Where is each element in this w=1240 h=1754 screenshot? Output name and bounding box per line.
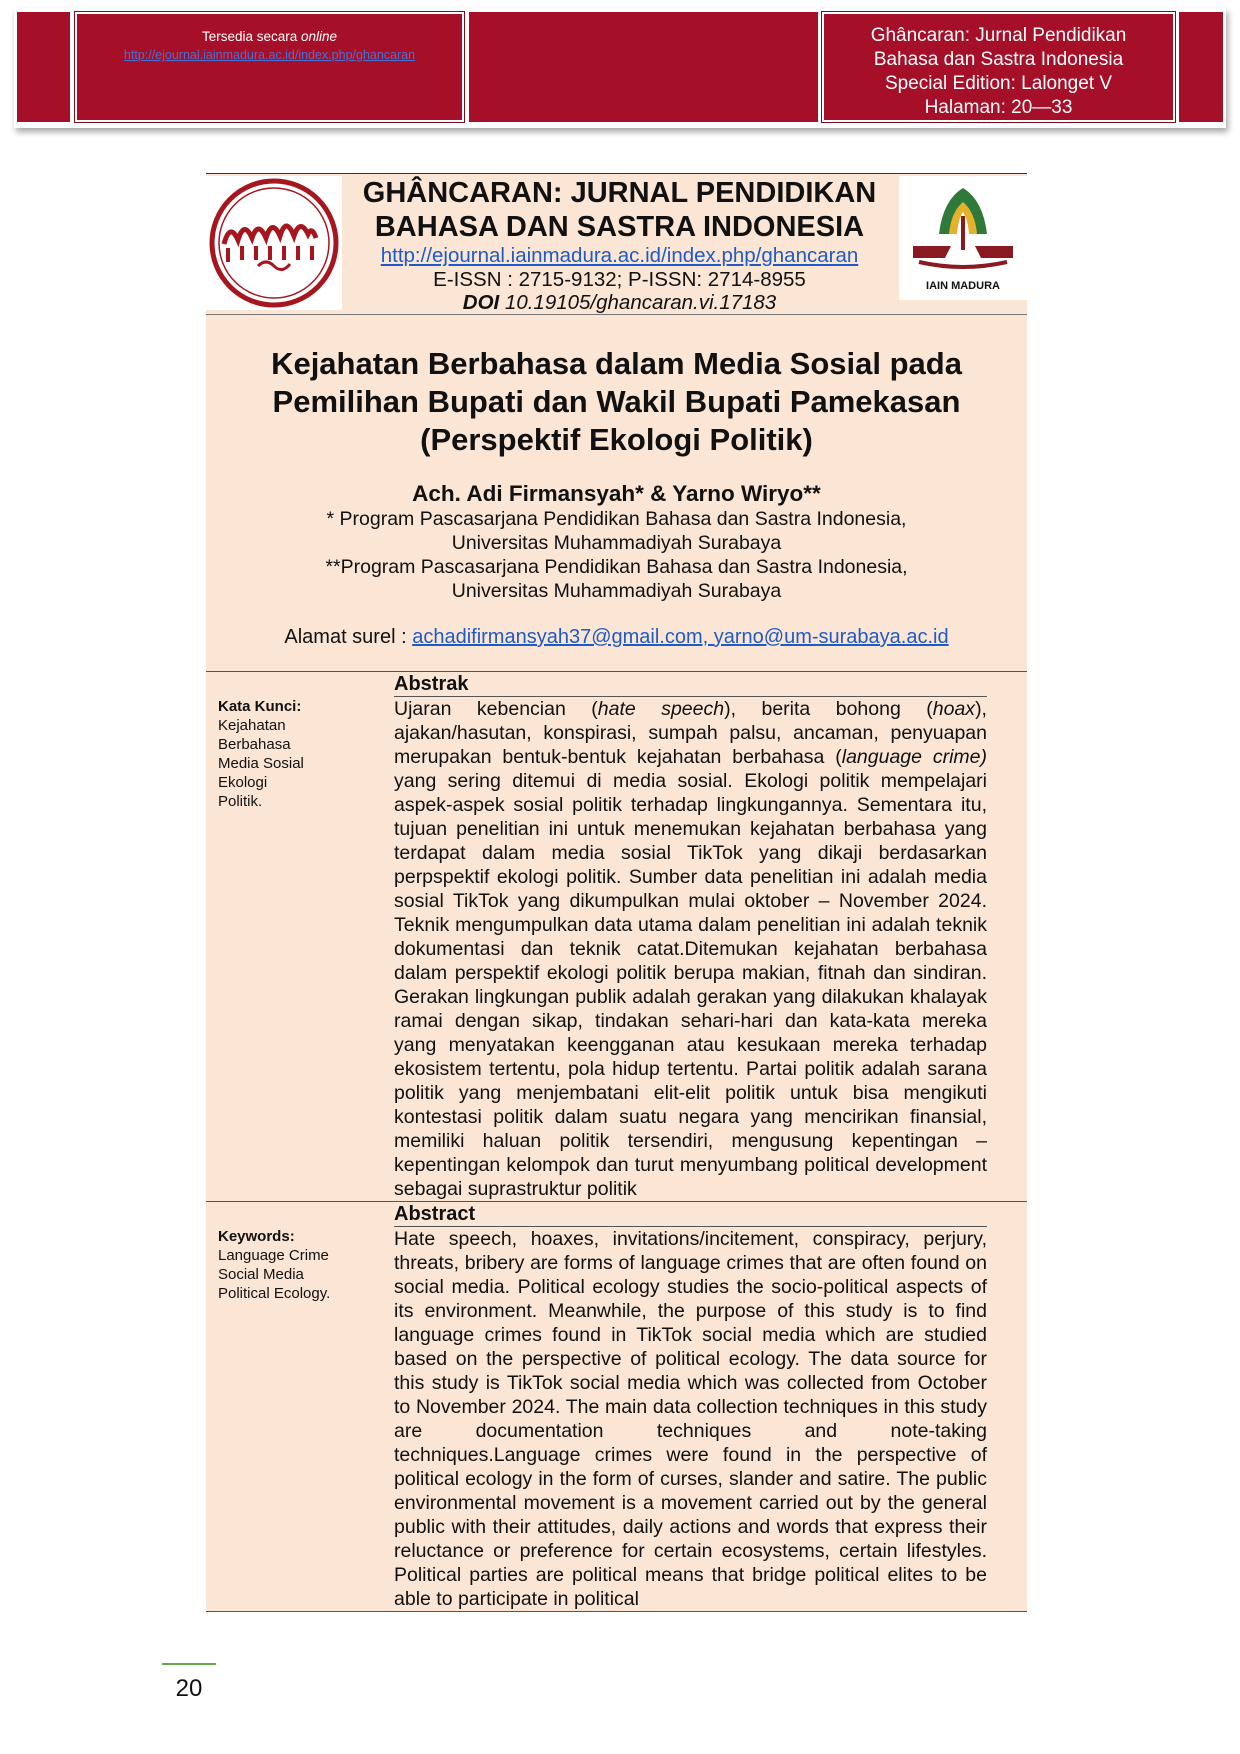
journal-title-line1: GHÂNCARAN: JURNAL PENDIDIKAN: [362, 177, 877, 209]
journal-issn: E-ISSN : 2715-9132; P-ISSN: 2714-8955: [433, 268, 806, 291]
iain-madura-logo-text: IAIN MADURA: [926, 280, 1000, 292]
keywords-heading: Keywords:: [218, 1228, 295, 1245]
journal-banner: [14, 8, 1226, 128]
abstrak-heading: Abstrak: [394, 672, 987, 697]
article-title-block: [206, 315, 1027, 671]
article-title-line2: Pemilihan Bupati dan Wakil Bupati Pamekasan: [272, 384, 961, 419]
abstrak-italic-term: language crime): [841, 746, 987, 768]
affiliation-2: [216, 555, 1017, 603]
keyword-item: Political Ecology.: [218, 1285, 331, 1302]
kata-kunci-list: [218, 697, 388, 811]
keywords-list: [218, 1227, 388, 1303]
abstrak-text-part: yang sering ditemui di media sosial. Ekologi politik mempelajari aspek-aspek sosial politik terhadap lingkungannya. Sementara itu, tujuan penelitian ini untuk menemukan kejahatan berbahasa yang terdapat dalam media sosial TikTok yang dikaji berdasarkan perpspektif ekologi politik. Sumber data penelitian ini adalah media sosial TikTok yang dikumpulkan mulai oktober – November 2024. Teknik mengumpulkan data utama dalam penelitian ini adalah teknik dokumentasi dan teknik catat.Ditemukan kejahatan berbahasa dalam perspektif ekologi politik berupa makian, fitnah dan sindiran. Gerakan lingkungan publik adalah gerakan yang dilakukan khalayak ramai dengan sikap, tindakan sehari-hari dan kata-kata mereka yang menyatakan keengganan atau kesukaan mereka terhadap ekosistem tertentu, pola hidup tertentu. Partai politik adalah sarana politik yang menjembatani elit-elit politik untuk bisa mengikuti kontestasi politik dalam suatu negara yang mencirikan finansial, memiliki haluan politik tersendiri, mengusung kepentingan – kepentingan kelompok dan turut menyumbang political development sebagai suprastruktur politik: [394, 770, 987, 1200]
banner-block-left: [17, 12, 70, 122]
banner-availability-box: [75, 12, 464, 122]
affiliation-2-line2: Universitas Muhammadiyah Surabaya: [451, 580, 782, 602]
doi-value: 10.19105/ghancaran.vi.17183: [504, 291, 777, 314]
abstrak-text-part: Ujaran kebencian (: [394, 698, 598, 720]
email-line: [216, 625, 1017, 649]
affiliation-1-line2: Universitas Muhammadiyah Surabaya: [451, 532, 782, 554]
article-title-line3: (Perspektif Ekologi Politik): [420, 422, 813, 457]
keyword-item: Berbahasa: [218, 736, 291, 753]
article-bottom-rule: [206, 1611, 1027, 1612]
banner-journal-line2: Bahasa dan Sastra Indonesia: [873, 49, 1124, 70]
availability-url-link[interactable]: http://ejournal.iainmadura.ac.id/index.php/ghancaran: [123, 48, 416, 62]
banner-edition: Special Edition: Lalonget V: [884, 73, 1113, 94]
abstract-section: [206, 1201, 1027, 1611]
kata-kunci-heading: Kata Kunci:: [218, 698, 302, 715]
banner-journal-line1: Ghâncaran: Jurnal Pendidikan: [870, 25, 1127, 46]
email-label: Alamat surel :: [284, 626, 413, 648]
journal-header: [206, 173, 1027, 315]
keyword-item: Media Sosial: [218, 755, 304, 772]
abstrak-text-part: ), berita bohong (: [724, 698, 933, 720]
doi-label: DOI: [462, 291, 500, 314]
article-title-line1: Kejahatan Berbahasa dalam Media Sosial pada: [271, 346, 962, 381]
page-number: 20: [162, 1663, 216, 1707]
ghancaran-logo: [206, 176, 342, 310]
abstrak-italic-term: hate speech: [597, 698, 725, 720]
keyword-item: Kejahatan: [218, 717, 286, 734]
keyword-item: Politik.: [218, 793, 263, 810]
keyword-item: Social Media: [218, 1266, 304, 1283]
journal-doi: [346, 291, 893, 314]
abstrak-section: [206, 671, 1027, 1201]
banner-pages: Halaman: 20—33: [924, 97, 1073, 118]
abstrak-text: [394, 697, 987, 1201]
article-box: [206, 173, 1027, 1612]
abstrak-text-part: ), ajakan/hasutan, konspirasi, sumpah palsu, ancaman, penyuapan merupakan bentuk-bentuk kejahatan berbahasa (: [394, 698, 987, 768]
availability-prefix: Tersedia secara: [201, 29, 298, 44]
banner-journal-box: [822, 12, 1175, 122]
article-authors: Ach. Adi Firmansyah* & Yarno Wiryo**: [412, 481, 821, 506]
affiliation-2-line1: **Program Pascasarjana Pendidikan Bahasa dan Sastra Indonesia,: [325, 556, 908, 578]
abstract-heading: Abstract: [394, 1202, 987, 1227]
iain-madura-logo: [899, 176, 1027, 300]
banner-block-middle: [469, 12, 818, 122]
affiliation-1-line1: * Program Pascasarjana Pendidikan Bahasa dan Sastra Indonesia,: [326, 508, 907, 530]
abstract-text: Hate speech, hoaxes, invitations/incitement, conspiracy, perjury, threats, bribery are forms of language crimes that are often found on social media. Political ecology studies the socio-political aspects of its environment. Meanwhile, the purpose of this study is to find language crimes found in TikTok social media which are studied based on the perspective of political ecology. The data source for this study is TikTok social media which was collected from October to November 2024. The main data collection techniques in this study are documentation techniques and note-taking techniques.Language crimes were found in the perspective of political ecology in the form of curses, slander and satire. The public environmental movement is a movement carried out by the general public with their attitudes, daily actions and words that express their reluctance or preference for certain ecosystems, certain lifestyles. Political parties are political means that bridge political elites to be able to participate in political: [394, 1228, 987, 1610]
keyword-item: Ekologi: [218, 774, 268, 791]
keyword-item: Language Crime: [218, 1247, 329, 1264]
email-links[interactable]: achadifirmansyah37@gmail.com, yarno@um-surabaya.ac.id: [412, 626, 949, 648]
abstrak-italic-term: hoax: [932, 698, 976, 720]
journal-url-link[interactable]: http://ejournal.iainmadura.ac.id/index.php/ghancaran: [380, 244, 859, 267]
journal-title-line2: BAHASA DAN SASTRA INDONESIA: [374, 211, 865, 243]
affiliation-1: [216, 507, 1017, 555]
availability-online: online: [301, 29, 338, 44]
availability-text: [77, 28, 462, 64]
article-title: [216, 345, 1017, 459]
banner-block-right: [1179, 12, 1223, 122]
